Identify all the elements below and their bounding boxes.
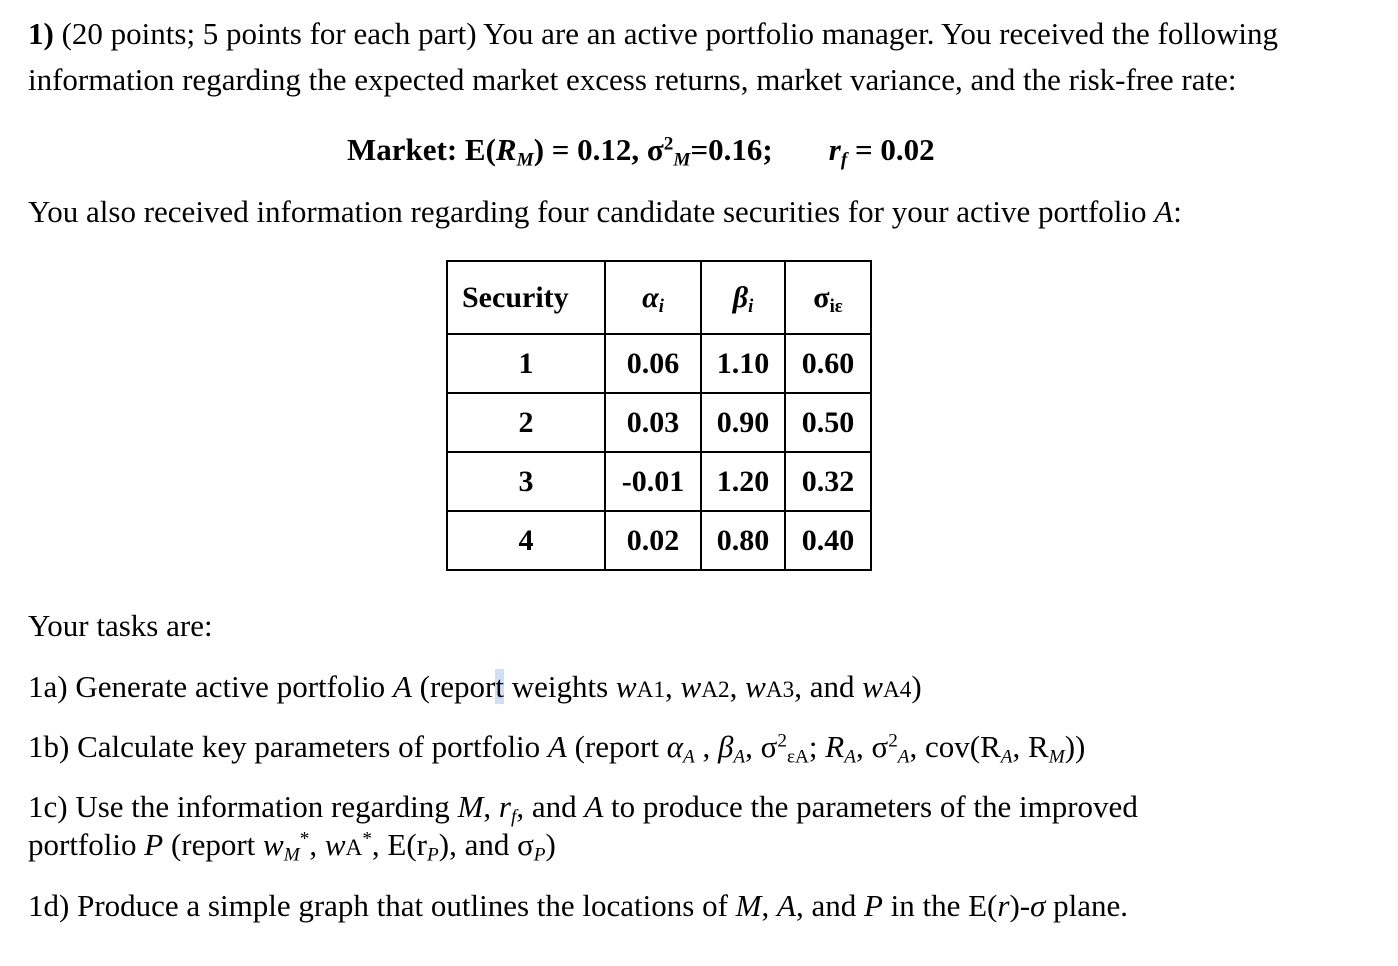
market-expected-return: ) = 0.12, σ	[533, 132, 664, 167]
cell-security: 1	[447, 334, 605, 393]
beta-subscript: A	[733, 746, 746, 768]
cell-security: 3	[447, 452, 605, 511]
cell-security: 2	[447, 393, 605, 452]
sigma-subscript: εA	[786, 746, 809, 768]
header-security: Security	[447, 261, 605, 334]
r-symbol: r	[997, 888, 1010, 923]
sigma-text: , σ	[855, 729, 889, 764]
optimal-star: *	[362, 828, 372, 850]
weight-symbol: w	[680, 669, 702, 704]
cell-sigma: 0.40	[785, 511, 871, 570]
beta-symbol: β	[717, 729, 734, 764]
expected-return-text: , E(r	[371, 827, 428, 862]
rf-symbol: r	[828, 132, 841, 167]
task-1b-a-symbol: A	[547, 729, 567, 764]
alpha-symbol: α	[666, 729, 683, 764]
task-1b-prefix: 1b) Calculate key parameters of portfolio	[28, 729, 548, 764]
cov-text: , cov(R	[909, 729, 1001, 764]
alpha-symbol: α	[642, 280, 659, 314]
task-1a-a-symbol: A	[392, 669, 412, 704]
weight-subscript: A2	[701, 677, 730, 703]
separator: , and	[795, 888, 864, 923]
task-1c-text: to produce the parameters of the improved	[603, 789, 1138, 824]
beta-subscript: i	[748, 295, 754, 317]
closing-paren: )	[545, 827, 556, 862]
market-symbol: M	[457, 789, 484, 824]
closing-paren: )	[911, 669, 922, 704]
risk-free-rate	[828, 132, 935, 171]
separator: ,	[483, 789, 499, 824]
market-symbol: M	[735, 888, 762, 923]
weight-symbol: w	[862, 669, 883, 704]
cell-security: 4	[447, 511, 605, 570]
exponent: 2	[888, 730, 898, 752]
weight-symbol: w	[615, 669, 637, 704]
task-1c-prefix: 1c) Use the information regarding	[28, 789, 458, 824]
text-cursor-highlight: t	[495, 669, 504, 704]
task-1d	[28, 888, 1128, 924]
weight-symbol: w	[745, 669, 766, 704]
task-1b-report: (report	[566, 729, 667, 764]
rf-subscript: f	[510, 806, 517, 828]
table-row	[447, 511, 871, 570]
table-row	[447, 393, 871, 452]
securities-table	[446, 260, 872, 571]
task-1c-text-2: portfolio	[28, 827, 145, 862]
market-variance-exponent: 2	[663, 133, 674, 155]
cell-beta: 0.80	[701, 511, 785, 570]
separator: ,	[761, 888, 777, 923]
question-intro-text-2: information regarding the expected market excess returns, market variance, and the risk-free rate:	[28, 62, 1237, 97]
header-alpha	[605, 261, 701, 334]
task-1d-text-2: )-	[1009, 888, 1031, 923]
weight-subscript: A	[345, 835, 363, 861]
header-beta	[701, 261, 785, 334]
securities-intro-text: You also received information regarding four candidate securities for your active portfolio	[28, 194, 1155, 229]
question-intro-line-1	[28, 16, 1278, 52]
sigma-symbol: σ	[813, 280, 830, 314]
sigma-text: ), and σ	[438, 827, 534, 862]
task-1d-prefix: 1d) Produce a simple graph that outlines the locations of	[28, 888, 736, 923]
sigma-subscript: iε	[829, 295, 843, 317]
alpha-subscript: A	[682, 746, 695, 768]
header-sigma	[785, 261, 871, 334]
cell-alpha: 0.03	[605, 393, 701, 452]
portfolio-a-symbol: A	[777, 888, 796, 923]
weight-subscript: A1	[636, 677, 666, 703]
weight-symbol: w	[263, 827, 284, 862]
portfolio-p-symbol: P	[144, 827, 164, 862]
rf-symbol: r	[498, 789, 511, 824]
sigma-subscript: P	[533, 844, 546, 866]
rf-value: = 0.02	[847, 132, 935, 167]
sigma-text: , σ	[745, 729, 778, 764]
task-1b	[28, 729, 1086, 768]
return-symbol: R	[825, 729, 845, 764]
cell-beta: 0.90	[701, 393, 785, 452]
task-1a	[28, 669, 922, 708]
closing-paren: ))	[1064, 729, 1086, 764]
cell-beta: 1.20	[701, 452, 785, 511]
return-subscript: A	[844, 746, 856, 768]
separator: , and	[516, 789, 585, 824]
weight-symbol: w	[324, 827, 346, 862]
task-1a-text-2: weights	[503, 669, 616, 704]
task-1c-line-1	[28, 789, 1138, 828]
portfolio-p-symbol: P	[863, 888, 883, 923]
task-1d-end: plane.	[1045, 888, 1129, 923]
market-variance: =0.16;	[690, 132, 773, 167]
cell-sigma: 0.60	[785, 334, 871, 393]
colon: :	[1173, 194, 1182, 229]
portfolio-a-symbol: A	[1154, 194, 1174, 229]
cell-beta: 1.10	[701, 334, 785, 393]
weight-subscript: M	[283, 844, 300, 866]
market-r-subscript: M	[516, 149, 534, 171]
table-row	[447, 334, 871, 393]
tasks-heading-text: Your tasks are:	[28, 608, 213, 643]
task-1a-text: (repor	[411, 669, 496, 704]
question-intro-line-2	[28, 62, 1236, 98]
table-row	[447, 452, 871, 511]
tasks-heading	[28, 608, 213, 644]
cell-alpha: 0.06	[605, 334, 701, 393]
question-number: 1)	[28, 16, 54, 51]
weight-subscript: A4	[882, 677, 912, 703]
separator: ;	[808, 729, 826, 764]
sigma-symbol: σ	[1030, 888, 1046, 923]
rf-subscript: f	[840, 149, 848, 171]
cov-subscript: M	[1048, 746, 1065, 768]
cell-sigma: 0.50	[785, 393, 871, 452]
optimal-star: *	[299, 828, 310, 850]
task-1c-line-2	[28, 827, 556, 866]
alpha-subscript: i	[658, 295, 664, 317]
market-label: Market: E(	[347, 132, 496, 167]
cell-alpha: -0.01	[605, 452, 701, 511]
securities-intro	[28, 194, 1182, 230]
task-1a-prefix: 1a) Generate active portfolio	[28, 669, 393, 704]
rp-subscript: P	[427, 844, 439, 866]
separator: ,	[729, 669, 746, 704]
market-sigma-subscript: M	[673, 149, 691, 171]
task-1c-report: (report	[163, 827, 264, 862]
separator: ,	[665, 669, 681, 704]
task-1d-text: in the E(	[882, 888, 998, 923]
cell-sigma: 0.32	[785, 452, 871, 511]
market-r-symbol: R	[495, 132, 517, 167]
question-intro-text-1: (20 points; 5 points for each part) You are an active portfolio manager. You received the following	[53, 16, 1279, 51]
separator: ,	[309, 827, 325, 862]
portfolio-a-symbol: A	[584, 789, 604, 824]
separator: , and	[794, 669, 863, 704]
cov-text: , R	[1012, 729, 1049, 764]
exponent: 2	[777, 730, 787, 752]
cell-alpha: 0.02	[605, 511, 701, 570]
table-header-row	[447, 261, 871, 334]
beta-symbol: β	[732, 280, 749, 314]
cov-subscript: A	[1000, 746, 1013, 768]
sigma-subscript: A	[897, 746, 910, 768]
weight-subscript: A3	[765, 677, 795, 703]
separator: ,	[694, 729, 718, 764]
market-parameters	[347, 132, 935, 171]
